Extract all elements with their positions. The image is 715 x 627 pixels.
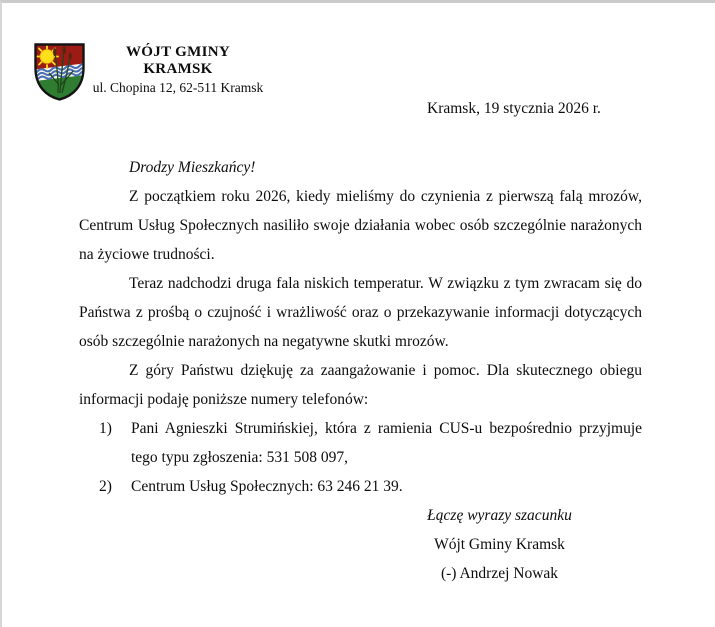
coat-of-arms-icon [32,41,87,103]
paragraph-1: Z początkiem roku 2026, kiedy mieliśmy do czynienia z pierwszą falą mrozów, Centrum Usług Społecznych nasiliło swoje działania wobec osób szczególnie narażonych na życiowe trudności. [79,188,642,263]
kramsk-coat-of-arms [32,41,87,103]
phone-list-text: Pani Agnieszki Strumińskiej, która z ramienia CUS-u bezpośrednio przyjmuje tego typu zgłoszenia: 531 508 097, [131,420,642,466]
valediction: Łączę wyrazy szacunku [427,507,572,524]
phone-list [99,414,642,501]
letter-body [79,153,642,588]
salutation: Drodzy Mieszkańcy! [129,159,256,176]
paragraph-2: Teraz nadchodzi druga fala niskich temperatur. W związku z tym zwracam się do Państwa z prośbą o czujność i wrażliwość oraz o przekazywanie informacji dotyczących osób szczególnie narażonych na negatywne skutki mrozów. [79,275,642,350]
signer-title: Wójt Gminy Kramsk [434,536,565,553]
closing-block [362,501,637,588]
phone-list-item [99,472,642,501]
sender-name-line2: KRAMSK [143,61,213,77]
dateline: Kramsk, 19 stycznia 2026 r. [427,100,601,117]
paragraph-3: Z góry Państwu dziękuję za zaangażowanie i pomoc. Dla skutecznego obiegu informacji podaję poniższe numery telefonów: [79,362,642,408]
phone-list-text: Centrum Usług Społecznych: 63 246 21 39. [131,478,403,495]
list-marker: 2) [99,478,112,495]
sender-block [82,44,274,96]
phone-list-item [99,414,642,472]
signer-name: (-) Andrzej Nowak [440,565,559,582]
sender-address: ul. Chopina 12, 62-511 Kramsk [92,80,264,95]
sender-name-line1: WÓJT GMINY [126,44,230,60]
list-marker: 1) [99,420,112,437]
